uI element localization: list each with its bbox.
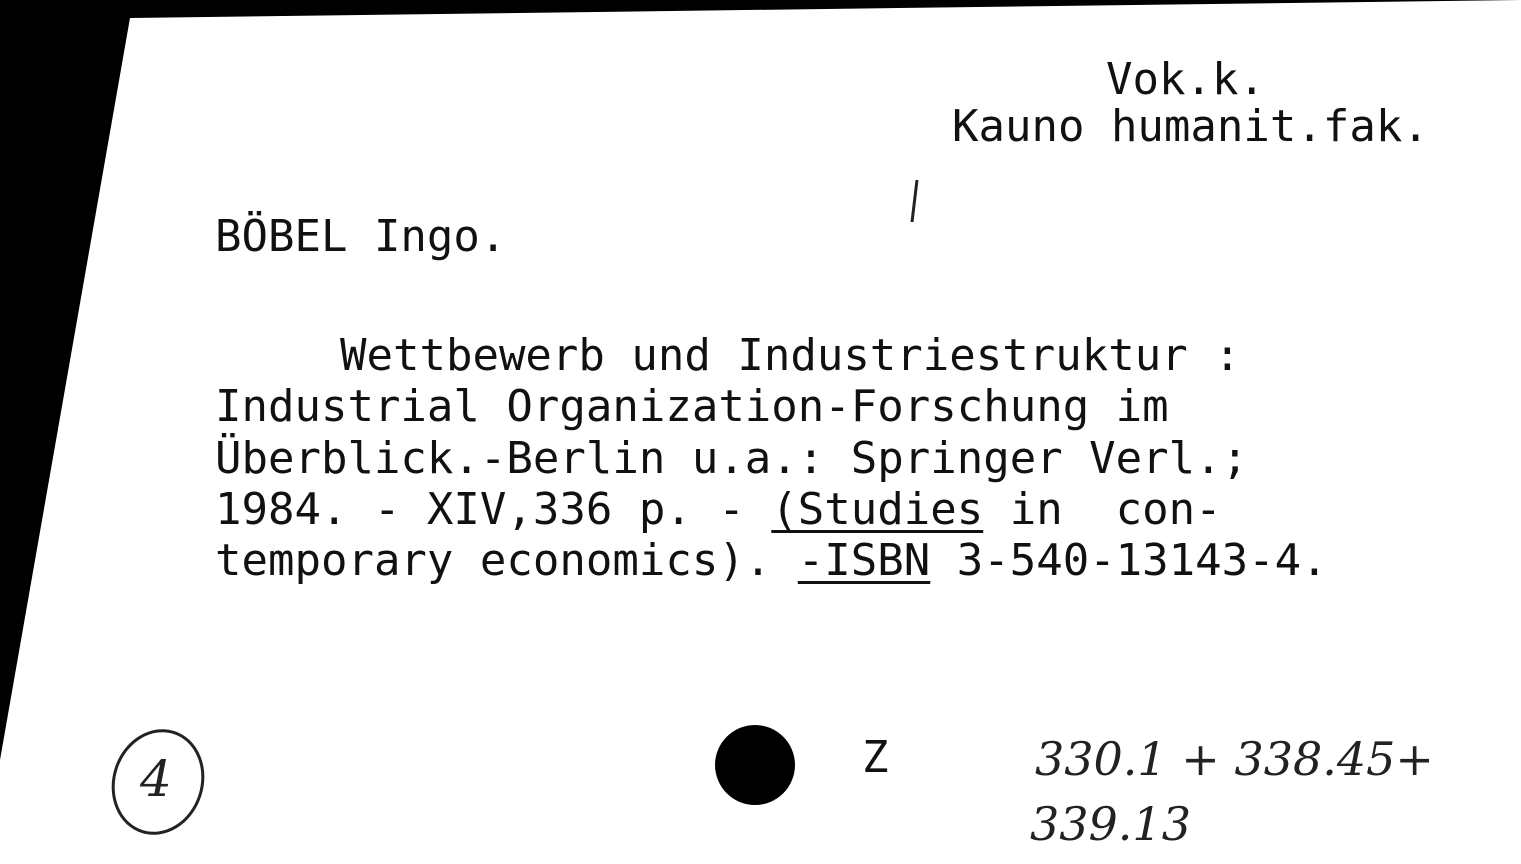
title-line-2: Industrial Organization-Forschung im	[215, 381, 1169, 432]
series-end: temporary economics).	[215, 535, 798, 586]
library-line-2: Kauno humanit.fak.	[952, 101, 1429, 152]
series-start: (Studies	[771, 484, 984, 535]
punch-hole	[715, 725, 795, 805]
imprint-line: Überblick.-Berlin u.a.: Springer Verl.;	[215, 433, 1249, 484]
series-continued: in con-	[983, 484, 1222, 535]
z-mark: Z	[862, 732, 889, 783]
title-line-1: Wettbewerb und Industriestruktur :	[340, 330, 1241, 381]
collation-text: 1984. - XIV,336 p. -	[215, 484, 772, 535]
isbn-line	[215, 535, 1328, 586]
isbn-label: -ISBN	[797, 535, 931, 586]
circled-number: 4	[140, 750, 172, 808]
classification-line-1: 330.1 + 338.45+	[1035, 732, 1434, 786]
library-line-1: Vok.k.	[1106, 54, 1265, 105]
isbn-number: 3-540-13143-4.	[930, 535, 1328, 586]
classification-line-2: 339.13	[1030, 797, 1191, 851]
author-heading: BÖBEL Ingo.	[215, 211, 507, 262]
collation-line	[215, 484, 1222, 535]
